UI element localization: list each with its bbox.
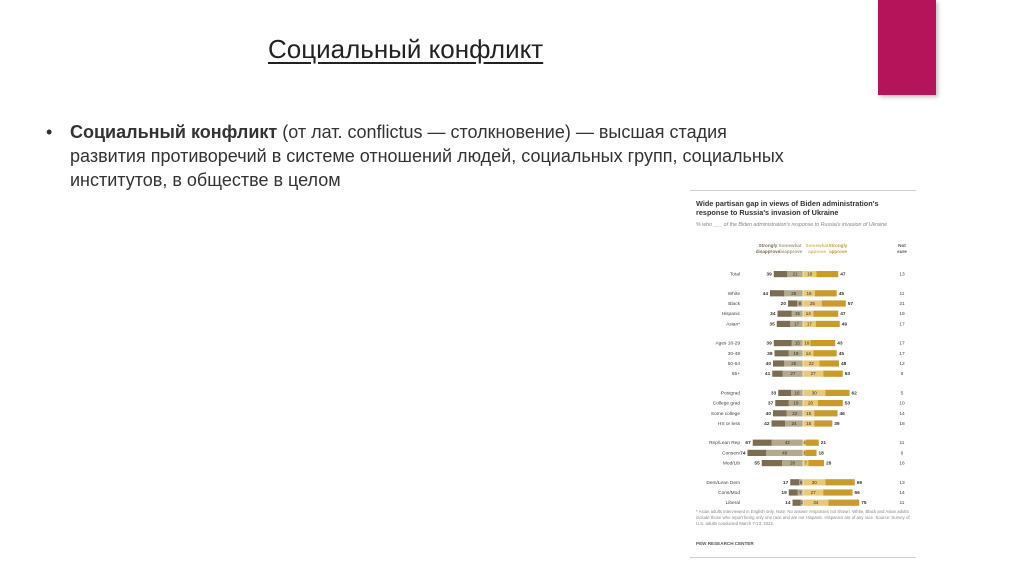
value-not-sure: 12 [899, 362, 905, 367]
bar-strongly-approve [806, 440, 819, 446]
value-somewhat-approve: 27 [810, 490, 816, 495]
bar-strongly-approve [818, 400, 843, 406]
value-not-sure: 13 [899, 272, 905, 278]
bar-strongly-disapprove [774, 340, 792, 346]
row-label: White [727, 291, 740, 297]
value-approve-total: 47 [840, 312, 846, 318]
bar-strongly-approve [817, 271, 839, 277]
bar-strongly-approve [823, 489, 852, 495]
value-approve-total: 69 [856, 480, 863, 486]
value-approve-total: 75 [861, 501, 867, 507]
value-approve-total: 43 [837, 341, 843, 347]
bar-strongly-disapprove [788, 300, 797, 306]
value-not-sure: 19 [899, 312, 905, 318]
value-disapprove-total: 38 [767, 351, 773, 357]
bar-strongly-disapprove [772, 420, 786, 426]
row-label: Ages 18-29 [715, 341, 740, 347]
value-somewhat-approve: 15 [806, 421, 812, 426]
value-approve-total: 47 [840, 272, 846, 278]
value-disapprove-total: 39 [766, 341, 772, 347]
value-somewhat-disapprove: 7 [799, 490, 802, 495]
legend-label: sure [897, 249, 907, 254]
row-label: Mod/Lib [722, 461, 740, 467]
bar-strongly-disapprove [773, 410, 787, 416]
value-somewhat-disapprove: 5 [799, 479, 803, 485]
value-somewhat-disapprove: 27 [790, 371, 796, 377]
value-approve-total: 45 [838, 291, 845, 297]
value-somewhat-disapprove: 21 [792, 271, 798, 277]
value-disapprove-total: 74 [740, 451, 746, 457]
value-somewhat-approve: 10 [804, 340, 810, 346]
value-somewhat-approve: 27 [810, 371, 816, 377]
bar-strongly-disapprove [770, 290, 784, 296]
bar-strongly-disapprove [775, 350, 789, 356]
value-disapprove-total: 19 [781, 491, 787, 496]
legend-label: Somewhat [778, 243, 802, 248]
value-approve-total: 46 [839, 411, 845, 417]
bar-strongly-approve [829, 500, 860, 506]
chart-card [690, 190, 916, 558]
value-disapprove-total: 34 [770, 312, 776, 318]
bar-strongly-disapprove [762, 460, 782, 466]
legend-label: disapprove [755, 249, 781, 254]
value-somewhat-disapprove: 28 [789, 460, 796, 466]
value-disapprove-total: 67 [745, 441, 751, 447]
value-somewhat-approve: 3 [802, 450, 806, 456]
value-not-sure: 6 [900, 372, 904, 378]
value-disapprove-total: 42 [764, 422, 770, 427]
row-label: Postgrad [720, 391, 740, 397]
value-somewhat-approve: 34 [813, 500, 819, 506]
value-disapprove-total: 14 [785, 501, 791, 507]
value-approve-total: 48 [841, 362, 847, 367]
value-somewhat-disapprove: 15 [794, 340, 800, 346]
value-somewhat-disapprove: 16 [794, 390, 800, 396]
value-somewhat-approve: 18 [807, 271, 813, 277]
value-somewhat-approve: 4 [803, 440, 806, 446]
value-somewhat-approve: 30 [811, 479, 817, 485]
chart-svg [690, 191, 916, 557]
legend-label: Somewhat [805, 243, 829, 248]
value-somewhat-disapprove: 15 [794, 311, 800, 317]
value-somewhat-disapprove: 25 [791, 290, 797, 296]
bar-strongly-approve [822, 300, 846, 306]
value-somewhat-approve: 25 [809, 301, 815, 306]
value-disapprove-total: 40 [765, 411, 771, 417]
value-somewhat-approve: 20 [807, 400, 814, 406]
bullet-marker: • [46, 122, 53, 142]
value-approve-total: 18 [818, 451, 824, 457]
bar-strongly-disapprove [753, 440, 772, 446]
bar-strongly-disapprove [790, 479, 799, 485]
row-label: Rep/Lean Rep [709, 441, 740, 447]
value-approve-total: 45 [838, 351, 845, 357]
value-somewhat-approve: 16 [806, 290, 812, 296]
value-not-sure: 6 [900, 451, 904, 457]
row-label: 50-64 [727, 362, 740, 367]
value-approve-total: 62 [851, 391, 857, 397]
value-not-sure: 11 [899, 441, 905, 447]
slide-title: Социальный конфликт [268, 34, 544, 64]
bar-strongly-approve [816, 321, 840, 327]
value-somewhat-disapprove: 22 [792, 410, 798, 416]
value-disapprove-total: 35 [769, 322, 775, 328]
chart-source: PEW RESEARCH CENTER [696, 541, 754, 546]
value-somewhat-approve: 30 [811, 390, 817, 396]
definition-text [70, 120, 806, 192]
value-disapprove-total: 55 [754, 461, 760, 467]
value-not-sure: 17 [899, 322, 905, 328]
bar-strongly-disapprove [748, 450, 767, 456]
value-approve-total: 21 [820, 441, 827, 447]
value-not-sure: 13 [899, 480, 905, 486]
value-disapprove-total: 41 [764, 372, 771, 378]
chart-title: Wide partisan gap in views of Biden administration's response to Russia's invasion of Ukraine [696, 199, 879, 217]
value-approve-total: 49 [841, 322, 848, 328]
row-label: College grad [712, 401, 740, 407]
value-disapprove-total: 39 [766, 272, 772, 278]
value-disapprove-total: 37 [767, 401, 774, 407]
legend-label: Strongly [758, 243, 778, 248]
definition-rest: (от лат. conflictus — столкновение) — высшая стадия развития противоречий в системе отношений людей, социальных групп, социальных институтов, в обществе в целом [70, 122, 784, 190]
value-somewhat-disapprove: 24 [791, 421, 797, 426]
value-somewhat-approve: 22 [808, 361, 814, 366]
value-not-sure: 14 [899, 491, 905, 496]
value-not-sure: 11 [899, 291, 905, 297]
row-label: Liberal [725, 501, 740, 507]
value-not-sure: 5 [900, 391, 904, 397]
value-not-sure: 10 [899, 401, 905, 407]
bar-strongly-approve [826, 479, 855, 485]
definition-paragraph [46, 120, 806, 192]
row-label: Dem/Lean Dem [706, 480, 740, 486]
bar-strongly-approve [814, 420, 832, 426]
bar-strongly-approve [802, 450, 816, 456]
value-somewhat-disapprove: 17 [794, 321, 800, 327]
value-somewhat-approve: 14 [805, 350, 811, 356]
value-somewhat-approve: 17 [806, 321, 812, 327]
value-approve-total: 57 [847, 302, 854, 307]
value-disapprove-total: 20 [780, 302, 786, 307]
bar-strongly-disapprove [774, 271, 788, 277]
bar-strongly-approve [826, 390, 850, 396]
value-approve-total: 53 [844, 372, 851, 378]
value-not-sure: 18 [899, 422, 905, 427]
bar-strongly-disapprove [772, 371, 783, 377]
value-not-sure: 14 [899, 411, 905, 417]
chart-notes: * Asian adults interviewed in English only. Note: No answer responses not shown. White, Black and Asian adults include those who report being only one race and are not Hispanic. Hispanics are of any race. Source: Survey of U.S. adults conducted March 7-13, 2022. [696, 509, 910, 526]
row-label: Hispanic [721, 312, 740, 318]
bar-strongly-approve [814, 410, 837, 416]
bar-strongly-disapprove [777, 321, 791, 327]
legend-label: approve [829, 249, 847, 254]
definition-term: Социальный конфликт [70, 122, 278, 142]
row-label: Some college [710, 411, 740, 417]
value-somewhat-disapprove: 19 [793, 350, 799, 356]
value-approve-total: 66 [854, 491, 860, 496]
value-somewhat-disapprove: 25 [791, 361, 797, 366]
value-somewhat-disapprove: 19 [793, 400, 799, 406]
value-not-sure: 17 [899, 341, 905, 347]
value-not-sure: 11 [899, 501, 905, 507]
value-somewhat-approve: 15 [806, 410, 812, 416]
value-not-sure: 16 [899, 461, 905, 467]
bar-strongly-approve [820, 360, 840, 366]
bar-strongly-disapprove [778, 390, 791, 396]
row-label: Cons/Mod [718, 491, 740, 496]
value-somewhat-disapprove: 3 [800, 500, 804, 506]
value-somewhat-approve: 14 [805, 311, 811, 317]
value-disapprove-total: 33 [770, 391, 777, 397]
bar-strongly-disapprove [775, 400, 789, 406]
value-somewhat-disapprove: 49 [782, 450, 788, 456]
legend-label: Strongly [828, 243, 848, 248]
value-somewhat-disapprove: 42 [784, 440, 790, 446]
value-somewhat-approve: 7 [804, 460, 807, 466]
value-disapprove-total: 40 [765, 362, 771, 367]
accent-bar [878, 0, 936, 95]
legend-label: approve [808, 249, 826, 254]
bar-strongly-approve [814, 311, 839, 317]
legend-label: Not [898, 243, 906, 248]
value-not-sure: 21 [899, 302, 905, 307]
row-label: Black [728, 302, 740, 307]
bar-strongly-approve [811, 340, 836, 346]
value-approve-total: 28 [826, 461, 832, 467]
value-approve-total: 39 [834, 422, 840, 427]
chart-subtitle: % who ___ of the Biden administration's response to Russia's invasion of Ukraine [696, 222, 888, 228]
row-label: Total [729, 272, 740, 278]
row-label: Asian* [726, 322, 740, 328]
bar-strongly-disapprove [793, 500, 801, 506]
bar-strongly-approve [808, 460, 824, 466]
bar-strongly-approve [814, 350, 837, 356]
value-somewhat-disapprove: 8 [798, 301, 802, 306]
legend-label: disapprove [777, 249, 803, 254]
row-label: 30-49 [727, 351, 740, 357]
row-label: 65+ [731, 372, 740, 378]
value-disapprove-total: 44 [762, 291, 768, 297]
row-label: HS or less [717, 422, 740, 427]
bar-strongly-disapprove [789, 489, 798, 495]
value-approve-total: 53 [844, 401, 851, 407]
bar-strongly-approve [815, 290, 837, 296]
bar-strongly-approve [823, 371, 843, 377]
value-not-sure: 17 [899, 351, 905, 357]
bar-strongly-disapprove [778, 311, 792, 317]
row-label: Conserv [722, 451, 740, 457]
value-disapprove-total: 17 [782, 480, 789, 486]
bar-strongly-disapprove [773, 360, 784, 366]
